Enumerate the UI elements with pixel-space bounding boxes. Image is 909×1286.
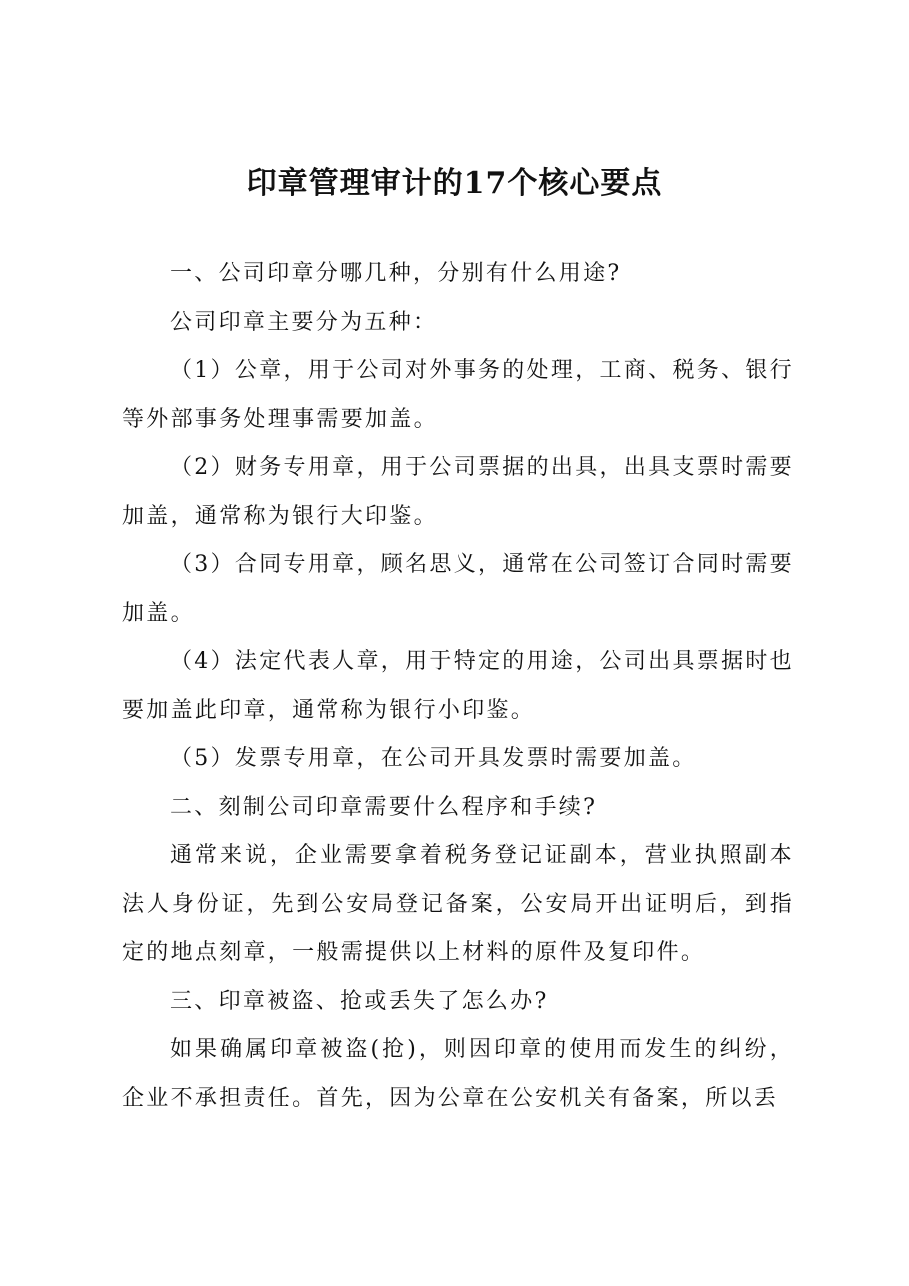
list-item-contract-seal: （3）合同专用章，顾名思义，通常在公司签订合同时需要加盖。: [122, 552, 794, 626]
list-item-invoice-seal: （5）发票专用章，在公司开具发票时需要加盖。: [170, 746, 697, 771]
list-item-legal-rep-seal: （4）法定代表人章，用于特定的用途，公司出具票据时也要加盖此印章，通常称为银行小印鉴。: [122, 649, 794, 723]
section-heading-seal-making: 二、刻制公司印章需要什么程序和手续?: [170, 794, 598, 820]
paragraph-seal-making-procedure: 通常来说，企业需要拿着税务登记证副本，营业执照副本法人身份证，先到公安局登记备案，公安局开出证明后，到指定的地点刻章，一般需提供以上材料的原件及复印件。: [122, 843, 794, 965]
section-heading-seal-loss: 三、印章被盗、抢或丢失了怎么办?: [170, 988, 549, 1014]
document-body: [122, 250, 794, 1123]
document-title: 印章管理审计的17个核心要点: [246, 166, 663, 201]
paragraph-seal-intro: 公司印章主要分为五种：: [170, 309, 438, 335]
list-item-official-seal: （1）公章，用于公司对外事务的处理，工商、税务、银行等外部事务处理事需要加盖。: [122, 358, 794, 432]
list-item-finance-seal: （2）财务专用章，用于公司票据的出具，出具支票时需要加盖，通常称为银行大印鉴。: [122, 455, 794, 529]
paragraph-seal-loss: 如果确属印章被盗(抢)，则因印章的使用而发生的纠纷，企业不承担责任。首先，因为公章在公安机关有备案，所以丢: [122, 1037, 794, 1111]
section-heading-seal-types: 一、公司印章分哪几种，分别有什么用途?: [170, 261, 622, 286]
